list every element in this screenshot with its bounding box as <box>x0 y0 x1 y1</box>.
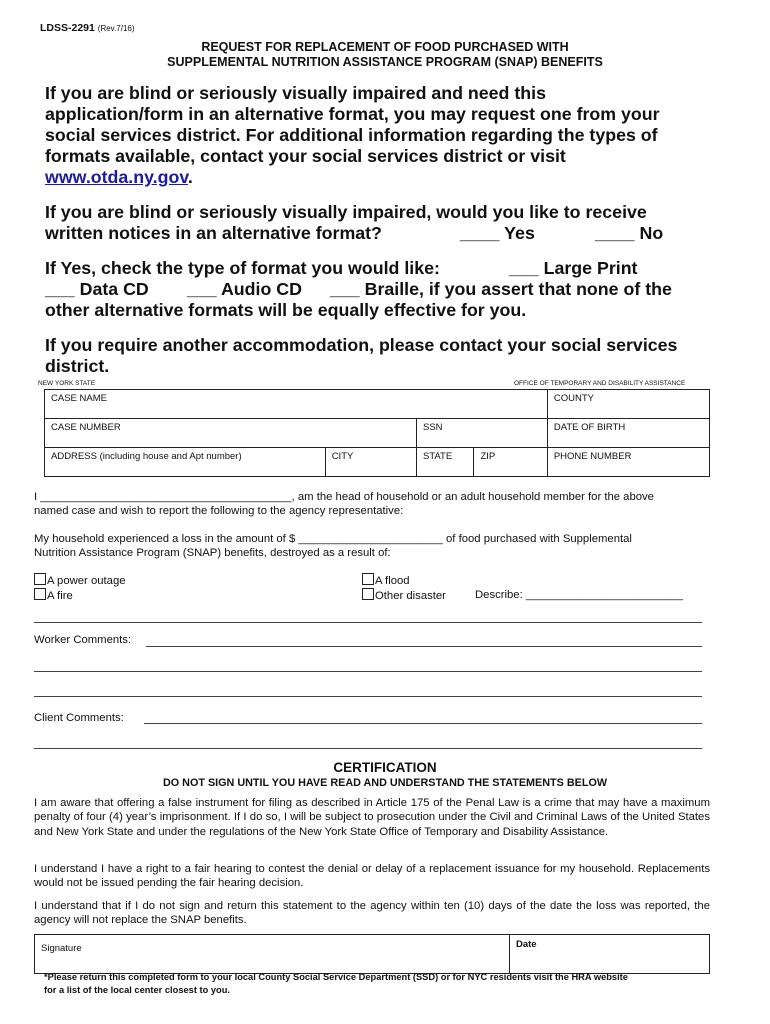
statement-line: My household experienced a loss in the amount of $ _______________________ of food purchased with Supplemental <box>34 533 632 545</box>
client-comments-label: Client Comments: <box>34 712 124 724</box>
checkbox-icon[interactable] <box>362 588 374 600</box>
comment-line[interactable] <box>34 748 702 749</box>
comment-line[interactable] <box>34 696 702 697</box>
notice-link-line: www.otda.ny.gov. <box>45 167 193 187</box>
option-power-outage[interactable] <box>34 573 334 588</box>
signature-label: Signature <box>41 943 82 954</box>
client-comments-line[interactable] <box>144 723 702 724</box>
zip-label: ZIP <box>480 451 496 462</box>
comment-line[interactable] <box>34 622 702 623</box>
nys-caption: NEW YORK STATE <box>38 380 96 387</box>
yes-option[interactable]: ____ Yes <box>460 223 535 243</box>
accommodation-line: If you require another accommodation, please contact your social services <box>45 335 678 355</box>
loss-statement <box>34 532 710 561</box>
footer-note <box>44 971 714 996</box>
phone-label: PHONE NUMBER <box>553 451 632 462</box>
notice-line: If you are blind or seriously visually impaired and need this <box>45 83 546 103</box>
option-flood[interactable] <box>362 573 562 588</box>
question-text: written notices in an alternative format? <box>45 223 382 243</box>
certification-subheading: DO NOT SIGN UNTIL YOU HAVE READ AND UNDERSTAND THE STATEMENTS BELOW <box>162 777 608 789</box>
format-question: If Yes, check the type of format you would like: <box>45 258 440 278</box>
checkbox-icon[interactable] <box>34 588 46 600</box>
phone-field[interactable] <box>547 448 709 477</box>
state-label: STATE <box>422 451 453 462</box>
address-label: ADDRESS (including house and Apt number) <box>51 451 242 462</box>
large-print-option[interactable]: ___ Large Print <box>509 258 638 278</box>
question-line: If you are blind or seriously visually impaired, would you like to receive <box>45 202 647 222</box>
statement-line: named case and wish to report the following to the agency representative: <box>34 505 404 518</box>
alt-format-paragraph <box>45 83 725 188</box>
zip-field[interactable] <box>474 448 547 477</box>
title-line-1: REQUEST FOR REPLACEMENT OF FOOD PURCHASED WITH <box>201 40 569 54</box>
notice-line: application/form in an alternative format, you may request one from your <box>45 104 660 124</box>
case-number-label: CASE NUMBER <box>51 422 121 433</box>
city-label: CITY <box>331 451 354 462</box>
no-option[interactable]: ____ No <box>595 223 664 243</box>
worker-comments-line[interactable] <box>146 646 702 647</box>
format-line-2 <box>45 279 725 300</box>
household-statement <box>34 490 710 519</box>
form-id <box>40 22 135 34</box>
case-name-label: CASE NAME <box>51 393 107 404</box>
fair-hearing-paragraph: I understand I have a right to a fair hearing to contest the denial or delay of a replacement issuance for my household. Replacements would not be issued pending the fair hearing decision. <box>34 863 710 890</box>
audio-cd-option[interactable]: ___ Audio CD <box>187 279 302 299</box>
option-label: A fire <box>47 590 73 602</box>
date-field[interactable] <box>510 935 710 974</box>
footer-line: for a list of the local center closest to you. <box>44 984 230 995</box>
checkbox-icon[interactable] <box>362 573 374 585</box>
ssn-label: SSN <box>422 422 443 433</box>
dob-label: DATE OF BIRTH <box>553 422 626 433</box>
worker-comments-label: Worker Comments: <box>34 634 132 646</box>
format-line-1 <box>45 258 725 279</box>
question-line-2 <box>45 223 725 244</box>
otda-link[interactable]: www.otda.ny.gov <box>45 167 188 187</box>
accommodation-line: district. <box>45 356 110 376</box>
penalty-paragraph: I am aware that offering a false instrument for filing as described in Article 175 of the Penal Law is a crime that may have a maximum penalty of four (4) year’s imprisonment. If I do so, I will be subject to prosecution under the Civil and Criminal Laws of the United States and New York State and under the regulations of the New York State Office of Temporary and Disability Assistance. <box>34 797 710 838</box>
alt-notices-question <box>45 202 725 244</box>
option-other-disaster[interactable] <box>362 588 472 603</box>
case-name-field[interactable] <box>45 390 548 419</box>
county-label: COUNTY <box>553 393 594 404</box>
option-label: A power outage <box>47 575 126 587</box>
form-number: LDSS-2291 <box>40 22 95 34</box>
describe-field[interactable]: Describe: _________________________ <box>475 589 683 601</box>
footer-line: *Please return this completed form to your local County Social Service Department (SSD) or for NYC residents visit the HRA website <box>44 972 628 982</box>
date-label: Date <box>516 939 537 950</box>
notice-line: social services district. For additional information regarding the types of <box>45 125 658 145</box>
form-title <box>0 40 770 70</box>
checkbox-icon[interactable] <box>34 573 46 585</box>
signature-field[interactable] <box>35 935 510 974</box>
statement-line: I ________________________________________, am the head of household or an adult household member for the above <box>34 491 654 503</box>
state-field[interactable] <box>416 448 473 477</box>
signature-table <box>34 934 710 974</box>
dob-field[interactable] <box>547 419 709 448</box>
county-field[interactable] <box>547 390 709 419</box>
form-revision: (Rev.7/16) <box>97 24 135 33</box>
accommodation-paragraph <box>45 335 725 377</box>
format-type-paragraph <box>45 258 725 321</box>
ssn-field[interactable] <box>416 419 547 448</box>
format-line-3: other alternative formats will be equally effective for you. <box>45 300 527 320</box>
city-field[interactable] <box>325 448 416 477</box>
case-info-table <box>44 389 710 477</box>
case-number-field[interactable] <box>45 419 417 448</box>
braille-option[interactable]: ___ Braille, if you assert that none of the <box>330 279 672 299</box>
data-cd-option[interactable]: ___ Data CD <box>45 279 149 299</box>
notice-line: formats available, contact your social services district or visit <box>45 146 566 166</box>
option-label: A flood <box>375 575 410 587</box>
otda-caption: OFFICE OF TEMPORARY AND DISABILITY ASSISTANCE <box>514 380 686 387</box>
title-line-2: SUPPLEMENTAL NUTRITION ASSISTANCE PROGRAM (SNAP) BENEFITS <box>167 55 603 69</box>
address-field[interactable] <box>45 448 326 477</box>
comment-line[interactable] <box>34 671 702 672</box>
option-label: Other disaster <box>375 590 446 602</box>
option-fire[interactable] <box>34 588 334 603</box>
statement-line: Nutrition Assistance Program (SNAP) benefits, destroyed as a result of: <box>34 547 391 560</box>
ten-days-paragraph: I understand that if I do not sign and return this statement to the agency within ten (10) days of the date the loss was reported, the agency will not replace the SNAP benefits. <box>34 900 710 927</box>
certification-heading: CERTIFICATION <box>333 760 437 775</box>
